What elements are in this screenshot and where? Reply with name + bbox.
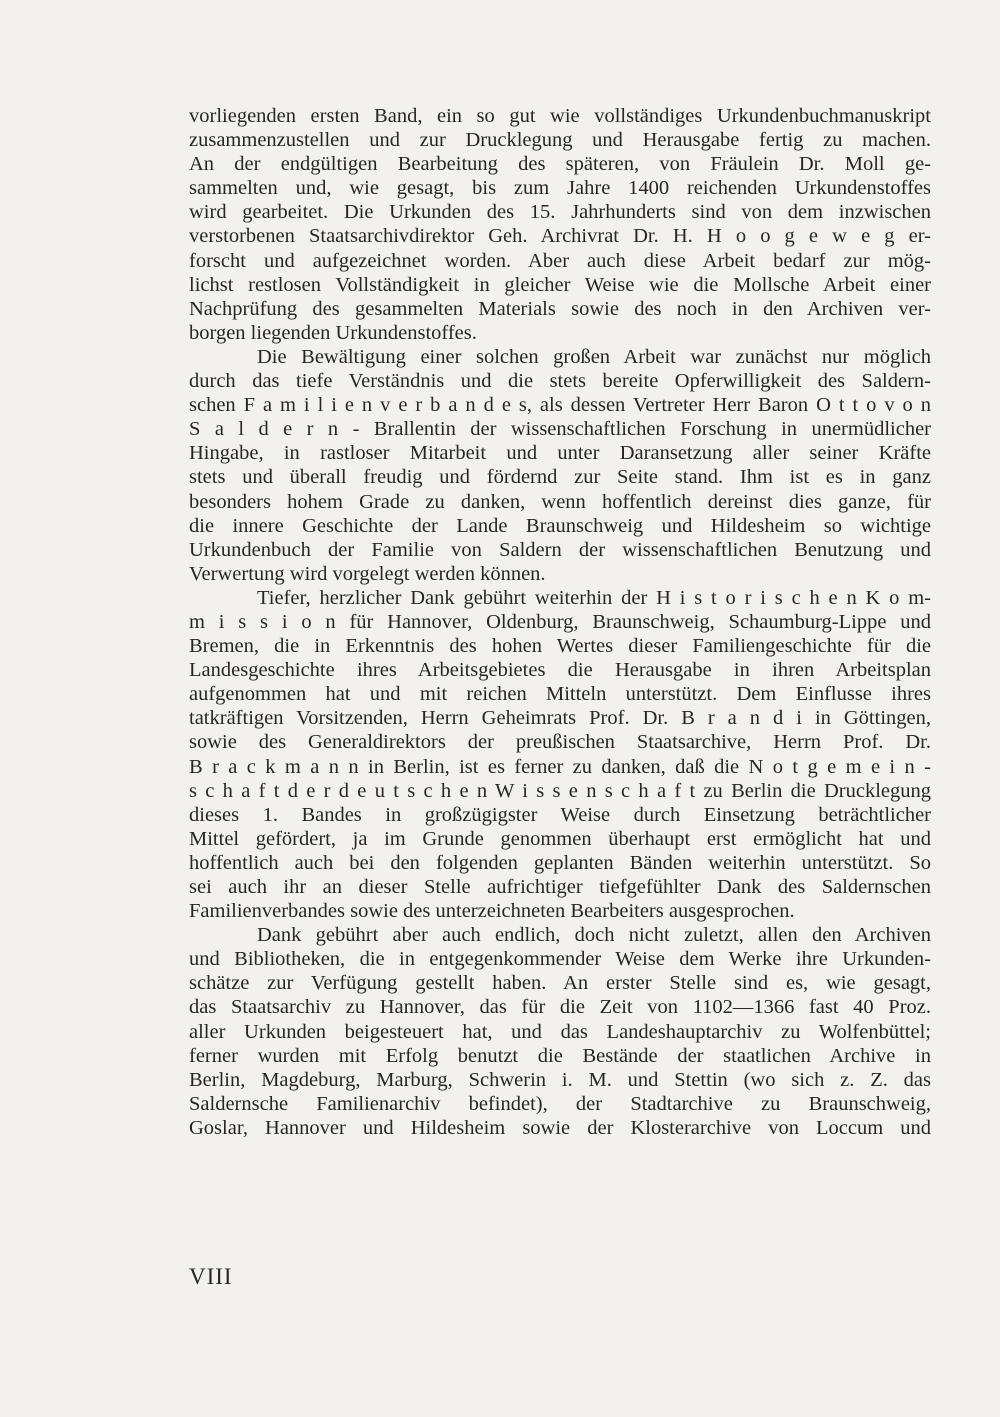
text-line: zusammenzustellen und zur Drucklegung und Herausgabe fertig zu machen. [189, 129, 931, 152]
text-line: schätze zur Verfügung gestellt haben. An erster Stelle sind es, wie gesagt, [189, 972, 931, 995]
text-line: wird gearbeitet. Die Urkunden des 15. Jahrhunderts sind von dem inzwischen [189, 201, 931, 224]
text-line: Berlin, Magdeburg, Marburg, Schwerin i. M. und Stettin (wo sich z. Z. das [189, 1068, 931, 1091]
text-line: aller Urkunden beigesteuert hat, und das Landeshauptarchiv zu Wolfenbüttel; [189, 1020, 931, 1043]
text-line: vorliegenden ersten Band, ein so gut wie vollständiges Urkundenbuchmanuskript [189, 105, 931, 127]
text-line: Tiefer, herzlicher Dank gebührt weiterhin der H i s t o r i s c h e n K o m- [257, 586, 931, 609]
text-line: Nachprüfung des gesammelten Materials sowie des noch in den Archiven ver- [189, 297, 931, 320]
text-line: besonders hohem Grade zu danken, wenn hoffentlich dereinst dies ganze, für [189, 490, 931, 513]
text-line: Saldernsche Familienarchiv befindet), der Stadtarchive zu Braunschweig, [189, 1092, 931, 1115]
text-line: verstorbenen Staatsarchivdirektor Geh. Archivrat Dr. H. H o o g e w e g er- [189, 225, 931, 248]
text-line: m i s s i o n für Hannover, Oldenburg, Braunschweig, Schaumburg-Lippe und [189, 610, 931, 633]
text-line: und Bibliotheken, die in entgegenkommender Weise dem Werke ihre Urkunden- [189, 948, 931, 971]
text-line: hoffentlich auch bei den folgenden geplanten Bänden weiterhin unterstützt. So [189, 851, 931, 874]
text-line: Dank gebührt aber auch endlich, doch nicht zuletzt, allen den Archiven [257, 924, 931, 947]
text-line: Goslar, Hannover und Hildesheim sowie der Klosterarchive von Loccum und [189, 1116, 931, 1139]
text-line: durch das tiefe Verständnis und die stets bereite Opferwilligkeit des Saldern- [189, 370, 931, 393]
text-line: Bremen, die in Erkenntnis des hohen Wertes dieser Familiengeschichte für die [189, 635, 931, 658]
text-line: Familienverbandes sowie des unterzeichneten Bearbeiters ausgesprochen. [189, 900, 795, 923]
text-line: sammelten und, wie gesagt, bis zum Jahre 1400 reichenden Urkundenstoffes [189, 177, 931, 200]
text-line: Mittel gefördert, ja im Grunde genommen überhaupt erst ermöglicht hat und [189, 827, 931, 850]
text-line: aufgenommen hat und mit reichen Mitteln unterstützt. Dem Einflusse ihres [189, 683, 931, 706]
text-line: sei auch ihr an dieser Stelle aufrichtiger tiefgefühlter Dank des Saldernschen [189, 876, 931, 898]
text-line: lichst restlosen Vollständigkeit in gleicher Weise wie die Mollsche Arbeit einer [189, 273, 931, 296]
text-line: S a l d e r n - Brallentin der wissenschaftlichen Forschung in unermüdlicher [189, 418, 931, 441]
text-line: B r a c k m a n n in Berlin, ist es ferner zu danken, daß die N o t g e m e i n - [189, 755, 931, 778]
text-line: Hingabe, in rastloser Mitarbeit und unter Daransetzung aller seiner Kräfte [189, 442, 931, 465]
text-line: Verwertung wird vorgelegt werden können. [189, 562, 546, 585]
text-line: s c h a f t d e r d e u t s c h e n W i s s e n s c h a f t zu Berlin die Drucklegung [189, 779, 931, 802]
body-text [189, 104, 931, 1140]
text-line: das Staatsarchiv zu Hannover, das für die Zeit von 1102—1366 fast 40 Proz. [189, 996, 931, 1019]
text-line: forscht und aufgezeichnet worden. Aber auch diese Arbeit bedarf zur mög- [189, 249, 931, 272]
text-line: Urkundenbuch der Familie von Saldern der wissenschaftlichen Benutzung und [189, 538, 931, 561]
text-line: ferner wurden mit Erfolg benutzt die Bestände der staatlichen Archive in [189, 1044, 931, 1067]
text-line: tatkräftigen Vorsitzenden, Herrn Geheimrats Prof. Dr. B r a n d i in Göttingen, [189, 707, 931, 730]
text-line: die innere Geschichte der Lande Braunschweig und Hildesheim so wichtige [189, 514, 931, 537]
text-line: Landesgeschichte ihres Arbeitsgebietes die Herausgabe in ihren Arbeitsplan [189, 659, 931, 682]
text-line: An der endgültigen Bearbeitung des späteren, von Fräulein Dr. Moll ge- [189, 153, 931, 176]
text-line: Die Bewältigung einer solchen großen Arbeit war zunächst nur möglich [257, 345, 931, 368]
text-line: borgen liegenden Urkundenstoffes. [189, 321, 477, 344]
text-line: dieses 1. Bandes in großzügigster Weise durch Einsetzung beträchtlicher [189, 803, 931, 826]
text-line: sowie des Generaldirektors der preußischen Staatsarchive, Herrn Prof. Dr. [189, 731, 931, 754]
text-line: schen F a m i l i e n v e r b a n d e s, als dessen Vertreter Herr Baron O t t o v o n [189, 394, 931, 417]
text-line: stets und überall freudig und fördernd zur Seite stand. Ihm ist es in ganz [189, 466, 931, 489]
page-number: VIII [189, 1264, 233, 1289]
